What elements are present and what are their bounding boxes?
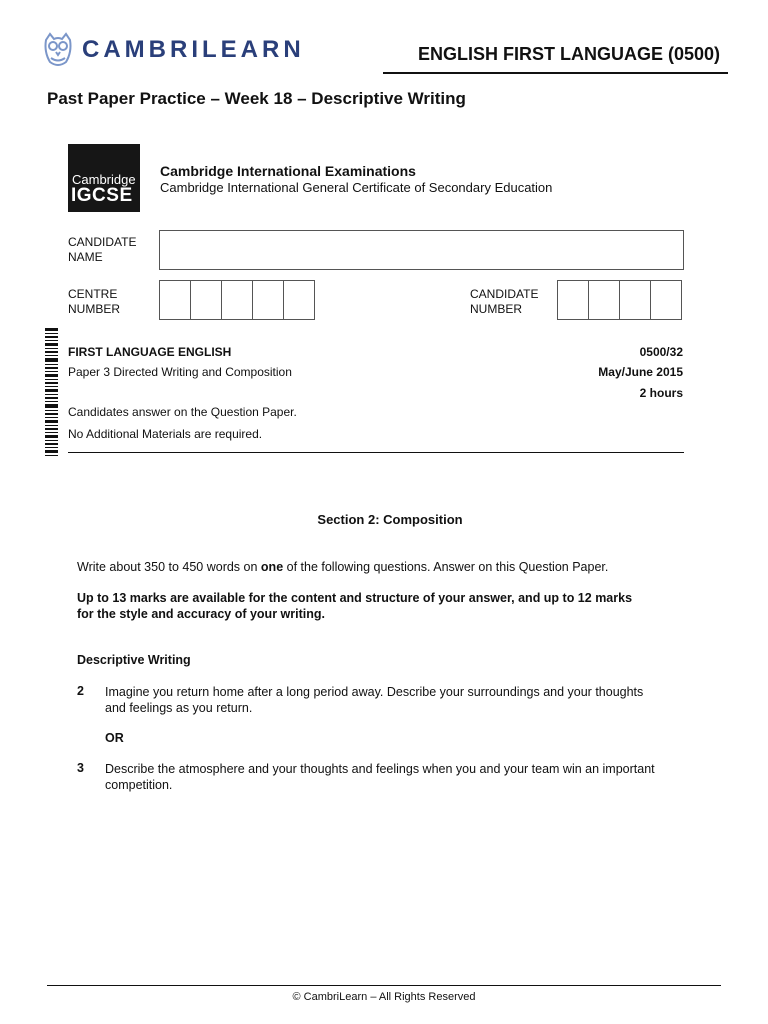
exam-session: May/June 2015 [598, 365, 683, 379]
instruction-2: No Additional Materials are required. [68, 427, 263, 441]
candidate-name-label: CANDIDATE NAME [68, 235, 137, 264]
digit-cell[interactable] [191, 281, 222, 319]
exam-duration: 2 hours [639, 386, 683, 400]
course-title: ENGLISH FIRST LANGUAGE (0500) [417, 44, 720, 64]
digit-cell[interactable] [222, 281, 253, 319]
centre-number-field[interactable] [159, 280, 315, 320]
candidate-number-field[interactable] [557, 280, 682, 320]
cambrilearn-logo [40, 30, 305, 70]
question-2-text: Imagine you return home after a long period away. Describe your surroundings and your thoughts and feelings as you return. [105, 685, 644, 715]
footer-text: © CambriLearn – All Rights Reserved [292, 991, 476, 1003]
igcse-logo-top: Cambridge [72, 172, 136, 187]
barcode [45, 328, 58, 456]
paper-title: Paper 3 Directed Writing and Composition [68, 365, 292, 379]
digit-cell[interactable] [558, 281, 589, 319]
igcse-logo [68, 144, 140, 212]
subject-title: FIRST LANGUAGE ENGLISH [68, 345, 232, 359]
owl-icon [40, 30, 76, 70]
intro-text: Write about 350 to 450 words on one of the following questions. Answer on this Question Paper. [77, 560, 609, 574]
section-heading: Descriptive Writing [77, 653, 191, 667]
question-3-number: 3 [77, 761, 84, 775]
exam-certificate: Cambridge International General Certificate of Secondary Education [160, 180, 553, 195]
practice-title: Past Paper Practice – Week 18 – Descriptive Writing [47, 89, 466, 108]
digit-cell[interactable] [589, 281, 620, 319]
igcse-logo-bottom: IGCSE [71, 185, 133, 206]
question-2-number: 2 [77, 684, 84, 698]
digit-cell[interactable] [651, 281, 681, 319]
digit-cell[interactable] [253, 281, 284, 319]
or-text: OR [105, 731, 124, 745]
section-title: Section 2: Composition [317, 512, 463, 527]
info-rule [68, 452, 684, 453]
instruction-1: Candidates answer on the Question Paper. [68, 405, 297, 419]
footer-rule [47, 985, 721, 986]
marks-text: Up to 13 marks are available for the content and structure of your answer, and up to 12 marks for the style and accuracy of your writing. [77, 591, 633, 621]
centre-number-label: CENTRE NUMBER [68, 287, 121, 316]
candidate-name-field[interactable] [159, 230, 684, 270]
question-3-text: Describe the atmosphere and your thoughts and feelings when you and your team win an important competition. [105, 762, 655, 792]
exam-board: Cambridge International Examinations [160, 163, 416, 179]
logo-text: CAMBRILEARN [82, 36, 305, 63]
candidate-number-label: CANDIDATE NUMBER [470, 287, 539, 316]
digit-cell[interactable] [160, 281, 191, 319]
paper-code: 0500/32 [639, 345, 683, 359]
digit-cell[interactable] [284, 281, 314, 319]
header-rule [383, 72, 728, 74]
digit-cell[interactable] [620, 281, 651, 319]
